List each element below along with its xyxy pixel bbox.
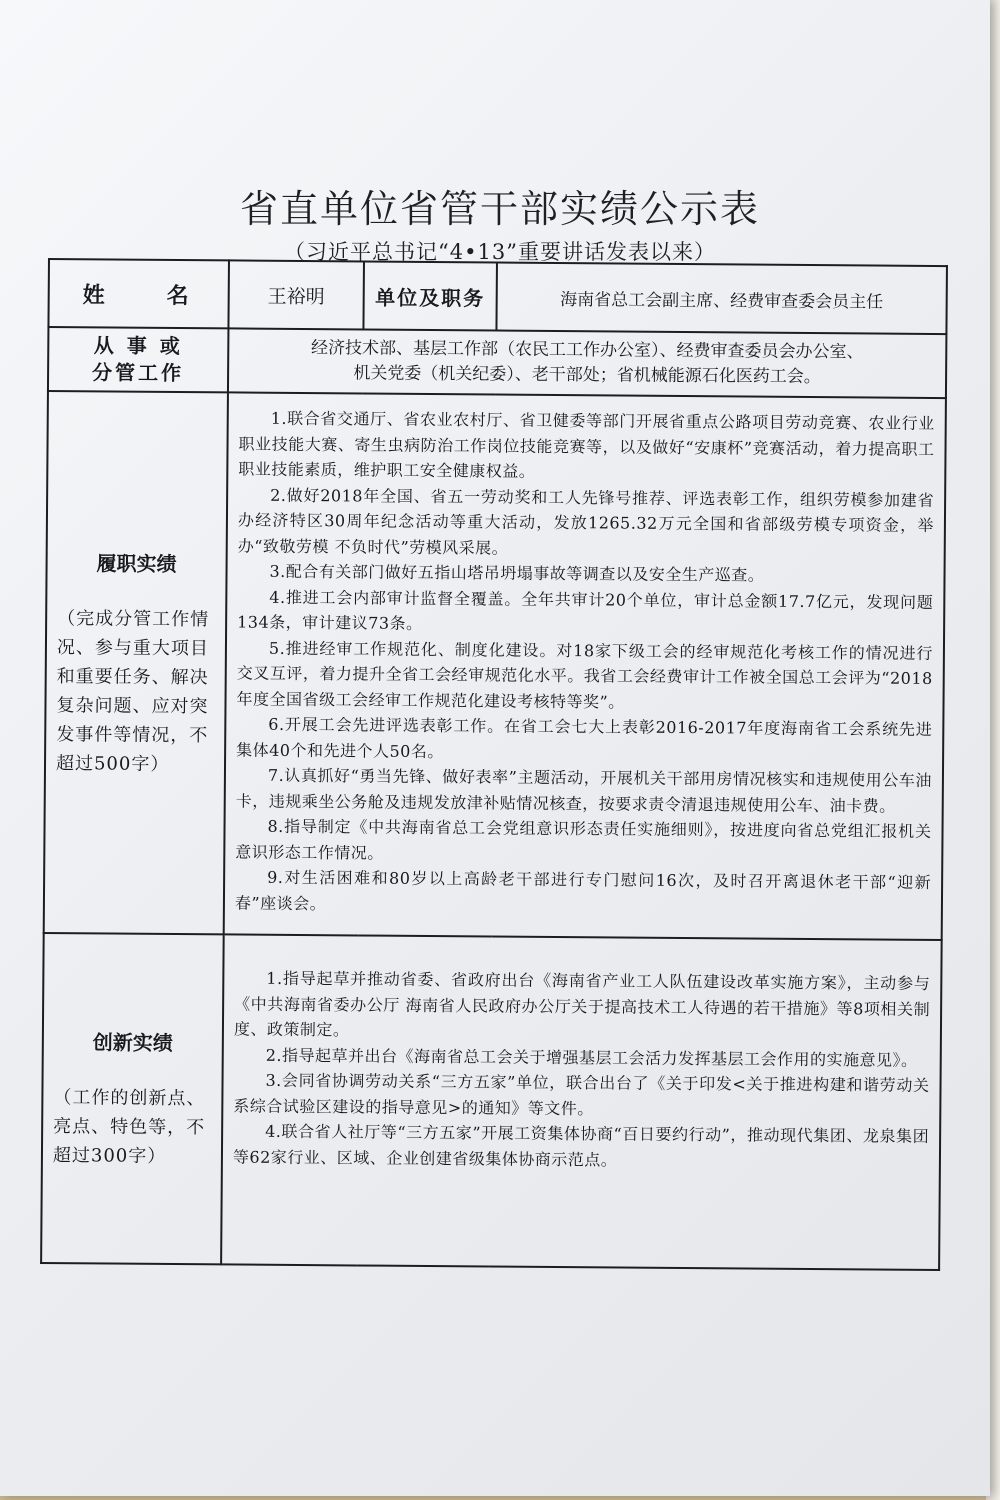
innovation-content xyxy=(221,934,942,1270)
duty-item: 9.对生活困难和80岁以上高龄老干部进行专门慰问16次，及时召开离退休老干部“迎新春”座谈会。 xyxy=(234,867,932,913)
innovation-item: 4.联合省人社厅等“三方五家”开展工资集体协商“百日要约行动”，推动现代集团、龙泉集团等62家行业、区域、企业创建省级集体协商示范点。 xyxy=(232,1121,930,1169)
work-label-line2: 分管工作 xyxy=(92,360,185,386)
work-line2: 机关党委（机关纪委）、老干部处；省机械能源石化医药工会。 xyxy=(353,363,821,388)
innovation-heading: 创新实绩 xyxy=(92,1030,173,1056)
duty-item: 8.指导制定《中共海南省总工会党组意识形态责任实施细则》，按进度向省总党组汇报机关意识形态工作情况。 xyxy=(235,816,932,863)
innovation-label-cell xyxy=(41,933,224,1264)
position-label: 单位及职务 xyxy=(363,261,497,330)
duty-item: 7.认真抓好“勇当先锋、做好表率”主题活动，开展机关干部用房情况核实和违规使用公车油卡，违规乘坐公务舱及违规发放津补贴情况核查，按要求责令清退违规使用公车、油卡费。 xyxy=(235,765,932,816)
performance-table xyxy=(40,258,948,1271)
duty-row xyxy=(44,391,946,940)
name-label: 姓 名 xyxy=(48,259,229,328)
work-row xyxy=(48,327,946,398)
duty-heading: 履职实绩 xyxy=(96,550,177,576)
innovation-item: 3.会同省协调劳动关系“三方五家”单位，联合出台了《关于印发<关于推进构建和谐劳动关系综合试验区建设的指导意见>的通知》等文件。 xyxy=(233,1070,930,1118)
position-value: 海南省总工会副主席、经费审查委会员主任 xyxy=(496,263,947,335)
work-label-line1: 从 事 或 xyxy=(93,333,183,359)
duty-content xyxy=(224,392,946,940)
duty-item: 5.推进经审工作规范化、制度化建设。对18家下级工会的经审规范化考核工作的情况进行交叉互评，着力提升全省工会经审规范化水平。我省工会经费审计工作被全国总工会评为“2018年度全国省级工会经审工作规范化建设考核特等奖”。 xyxy=(236,638,933,712)
document-title: 省直单位省管干部实绩公示表 xyxy=(239,187,760,231)
duty-item: 1.联合省交通厅、省农业农村厅、省卫健委等部门开展省重点公路项目劳动竞赛、农业行业职业技能大赛、寄生虫病防治工作岗位技能竞赛等，以及做好“安康杯”竞赛活动，着力提高职工职业技能素质，维护职工安全健康权益。 xyxy=(238,408,935,481)
duty-item: 4.推进工会内部审计监督全覆盖。全年共审计20个单位，审计总金额17.7亿元，发现问题134条，审计建议73条。 xyxy=(237,587,934,633)
name-row xyxy=(48,259,947,334)
innovation-item: 1.指导起草并推动省委、省政府出台《海南省产业工人队伍建设改革实施方案》，主动参与《中共海南省委办公厅 海南省人民政府办公厅关于提高技术工人待遇的若干措施》等8项相关制度、政策制定。 xyxy=(233,968,931,1040)
duty-item: 3.配合有关部门做好五指山塔吊坍塌事故等调查以及安全生产巡查。 xyxy=(269,561,765,585)
innovation-row xyxy=(41,933,942,1270)
duty-label-cell xyxy=(44,391,228,934)
innovation-item: 2.指导起草并出台《海南省总工会关于增强基层工会活力发挥基层工会作用的实施意见》。 xyxy=(265,1045,918,1070)
name-value: 王裕明 xyxy=(228,260,364,329)
work-label xyxy=(48,327,228,392)
innovation-note: （工作的创新点、亮点、特色等，不超过300字） xyxy=(52,1087,206,1167)
duty-item: 6.开展工会先进评选表彰工作。在省工会七大上表彰2016-2017年度海南省工会系统先进集体40个和先进个人50名。 xyxy=(236,714,933,761)
document-subtitle: （习近平总书记“4•13”重要讲话发表以来） xyxy=(284,240,716,264)
work-line1: 经济技术部、基层工作部（农民工工作办公室）、经费审查委员会办公室、 xyxy=(310,338,864,363)
work-value xyxy=(228,328,946,398)
duty-note: （完成分管工作情况、参与重大项目和重要任务、解决复杂问题、应对突发事件等情况，不超过500字） xyxy=(55,607,210,775)
duty-item: 2.做好2018年全国、省五一劳动奖和工人先锋号推荐、评选表彰工作，组织劳模参加建省办经济特区30周年纪念活动等重大活动，发放1265.32万元全国和省部级劳模专项资金，举办“致敬劳模 不负时代”劳模风采展。 xyxy=(237,485,935,558)
